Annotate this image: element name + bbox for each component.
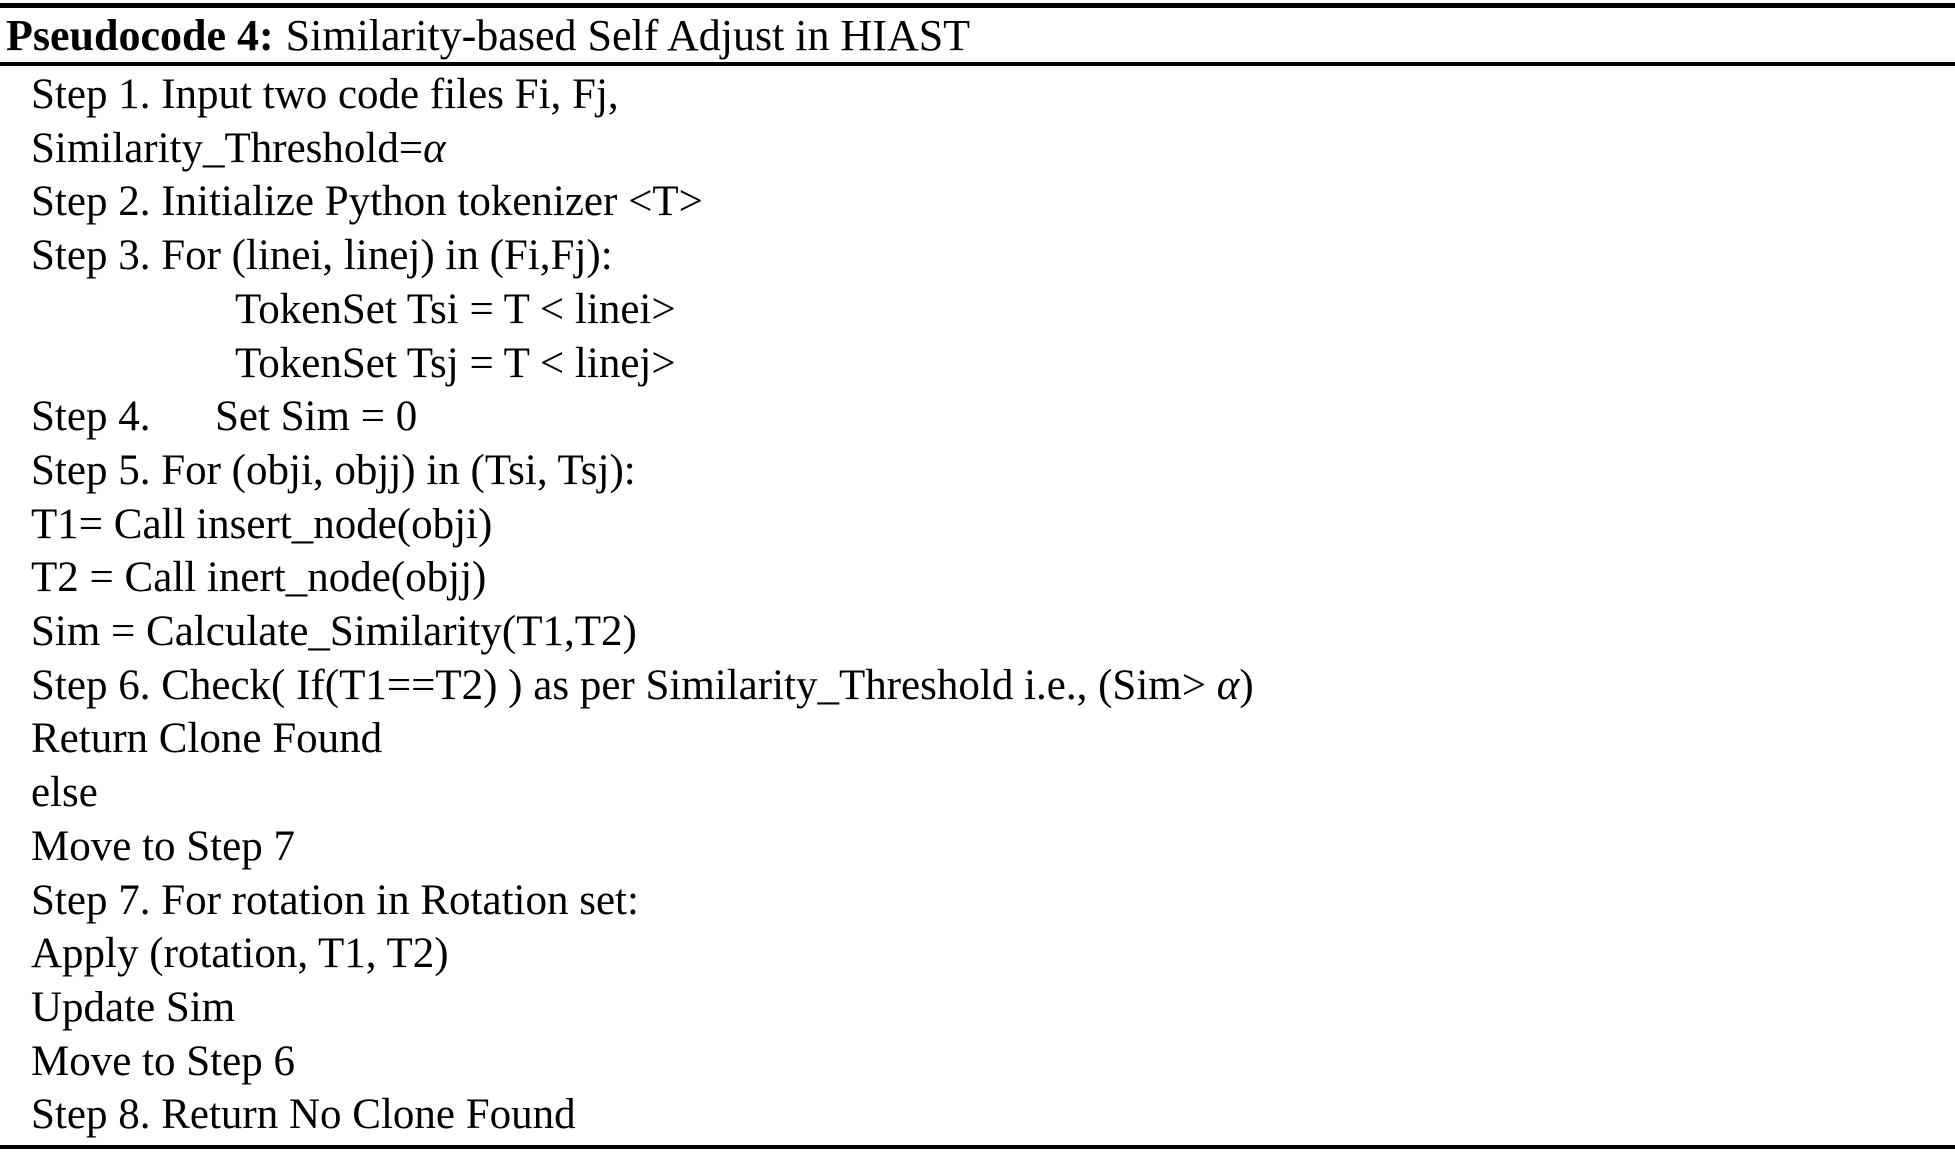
pseudocode-line: else	[31, 769, 98, 817]
caption-label: Pseudocode 4:	[6, 10, 274, 60]
pseudocode-line: Move to Step 6	[31, 1037, 295, 1085]
pseudocode-line: Step 7. For rotation in Rotation set:	[31, 876, 639, 924]
pseudocode-line: Step 4. Set Sim = 0	[31, 393, 418, 441]
pseudocode-line: Return Clone Found	[31, 715, 383, 763]
pseudocode-line: T2 = Call inert_node(objj)	[31, 554, 487, 602]
pseudocode-line: Sim = Calculate_Similarity(T1,T2)	[31, 608, 637, 656]
pseudocode-line: Apply (rotation, T1, T2)	[31, 930, 449, 978]
alpha-symbol: α	[423, 124, 446, 172]
alpha-symbol: α	[1216, 661, 1240, 709]
caption-title: Similarity-based Self Adjust in HIAST	[285, 10, 971, 60]
pseudocode-line: Step 8. Return No Clone Found	[31, 1091, 576, 1139]
pseudocode-line: Move to Step 7	[31, 822, 295, 870]
pseudocode-caption	[0, 8, 1955, 62]
pseudocode-body	[0, 66, 1955, 1142]
pseudocode-line: Step 1. Input two code files Fi, Fj,	[31, 71, 619, 118]
pseudocode-line: Step 5. For (obji, objj) in (Tsi, Tsj):	[31, 446, 636, 494]
pseudocode-line: Step 6. Check( If(T1==T2) ) as per Similarity_Threshold i.e., (Sim> α)	[31, 661, 1254, 709]
pseudocode-line: Step 2. Initialize Python tokenizer <T>	[31, 178, 703, 226]
pseudocode-line: TokenSet Tsi = T < linei>	[235, 285, 676, 333]
pseudocode-line: T1= Call insert_node(obji)	[31, 500, 493, 548]
pseudocode-line: Similarity_Threshold=α	[31, 124, 446, 172]
pseudocode-line: Step 3. For (linei, linej) in (Fi,Fj):	[31, 232, 613, 280]
pseudocode-block	[0, 3, 1955, 1159]
bottom-rule	[0, 1145, 1955, 1149]
pseudocode-line: Update Sim	[31, 983, 236, 1031]
pseudocode-line: TokenSet Tsj = T < linej>	[235, 339, 676, 387]
